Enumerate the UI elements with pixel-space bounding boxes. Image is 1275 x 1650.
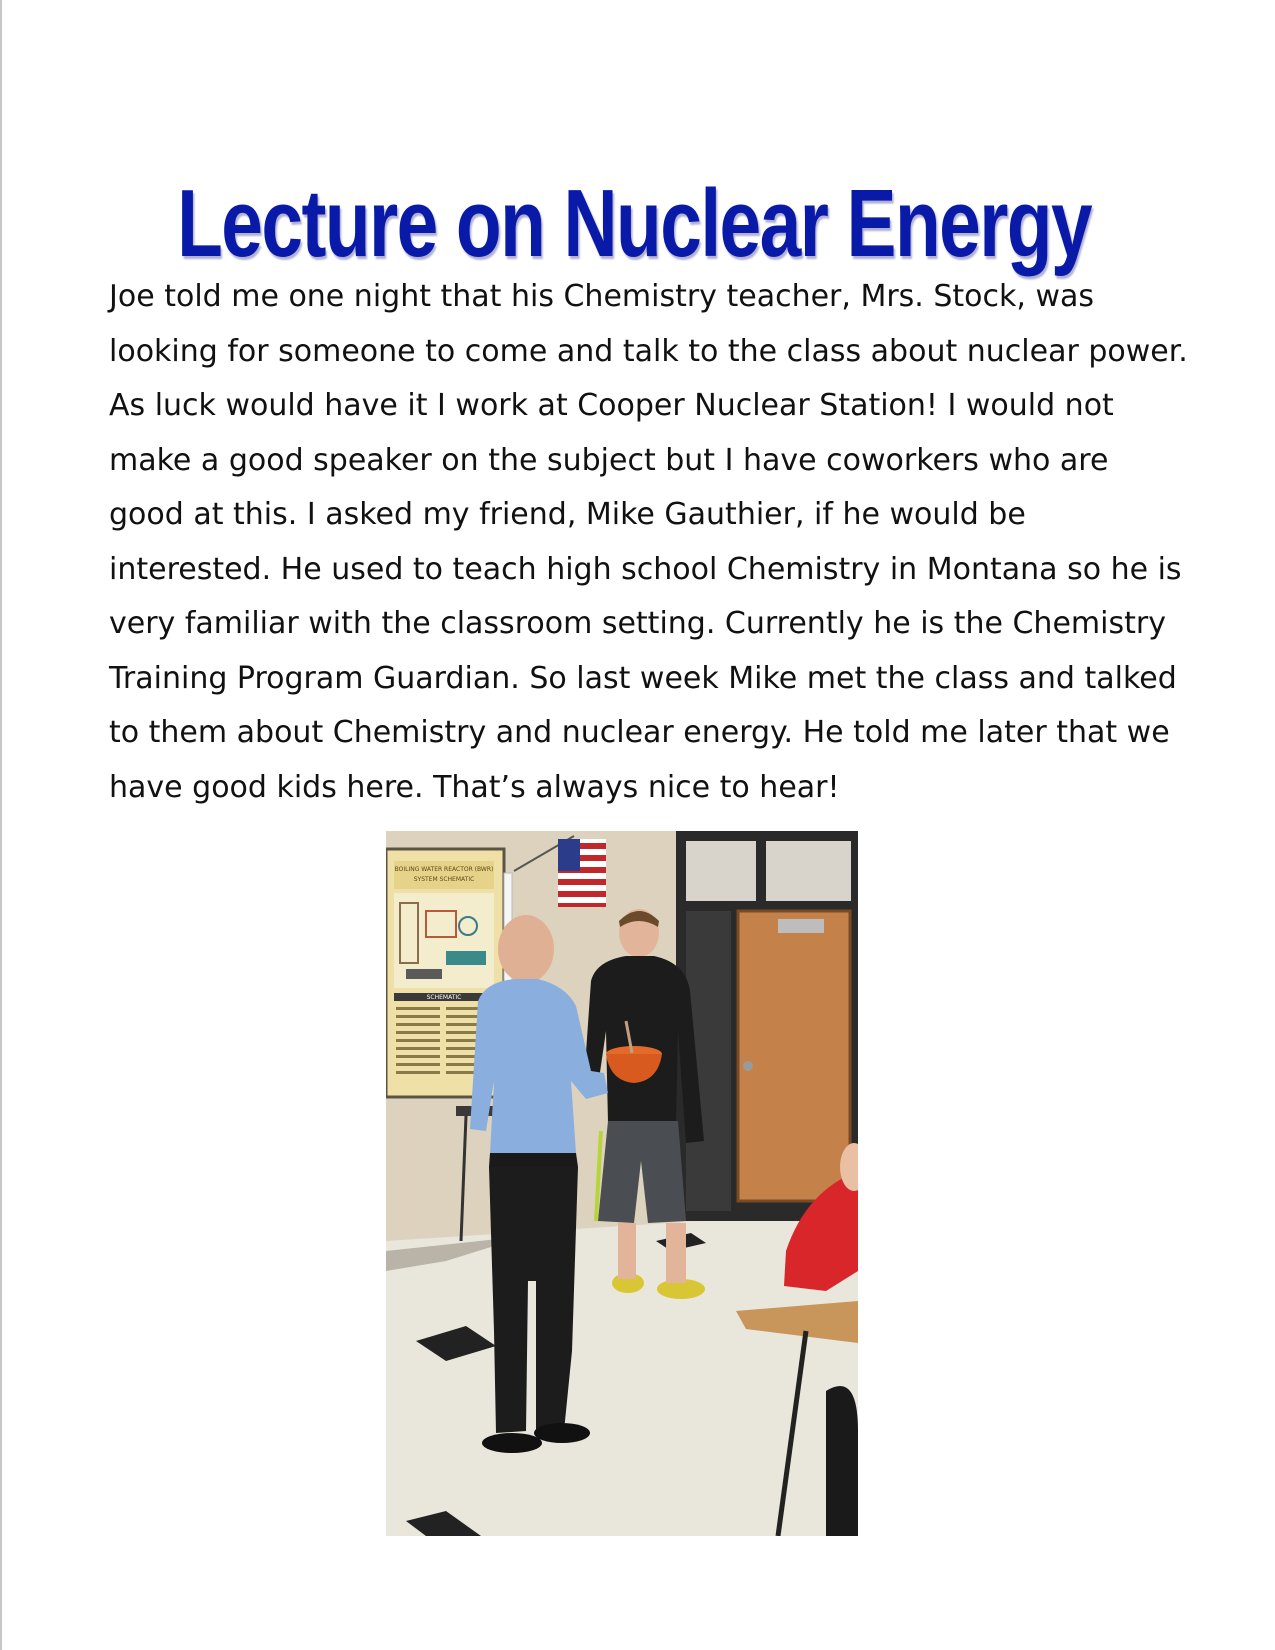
page-title: Lecture on Nuclear Energy xyxy=(177,170,1092,278)
poster-heading: BOILING WATER REACTOR (BWR) xyxy=(394,866,494,873)
classroom-photo xyxy=(386,831,858,1536)
body-paragraph: Joe told me one night that his Chemistry teacher, Mrs. Stock, was looking for someone to come and talk to the class about nuclear power. As luck would have it I work at Cooper Nuclear Station! I would not make a good speaker on the subject but I have coworkers who are good at this. I asked my friend, Mike Gauthier, if he would be interested. He used to teach high school Chemistry in Montana so he is very familiar with the classroom setting. Currently he is the Chemistry Training Program Guardian. So last week Mike met the class and talked to them about Chemistry and nuclear energy. He told me later that we have good kids here. That’s always nice to hear! xyxy=(109,279,1188,805)
svg-text:SYSTEM SCHEMATIC: SYSTEM SCHEMATIC xyxy=(413,876,475,883)
page-edge xyxy=(0,0,2,1650)
svg-text:SCHEMATIC: SCHEMATIC xyxy=(426,994,462,1001)
